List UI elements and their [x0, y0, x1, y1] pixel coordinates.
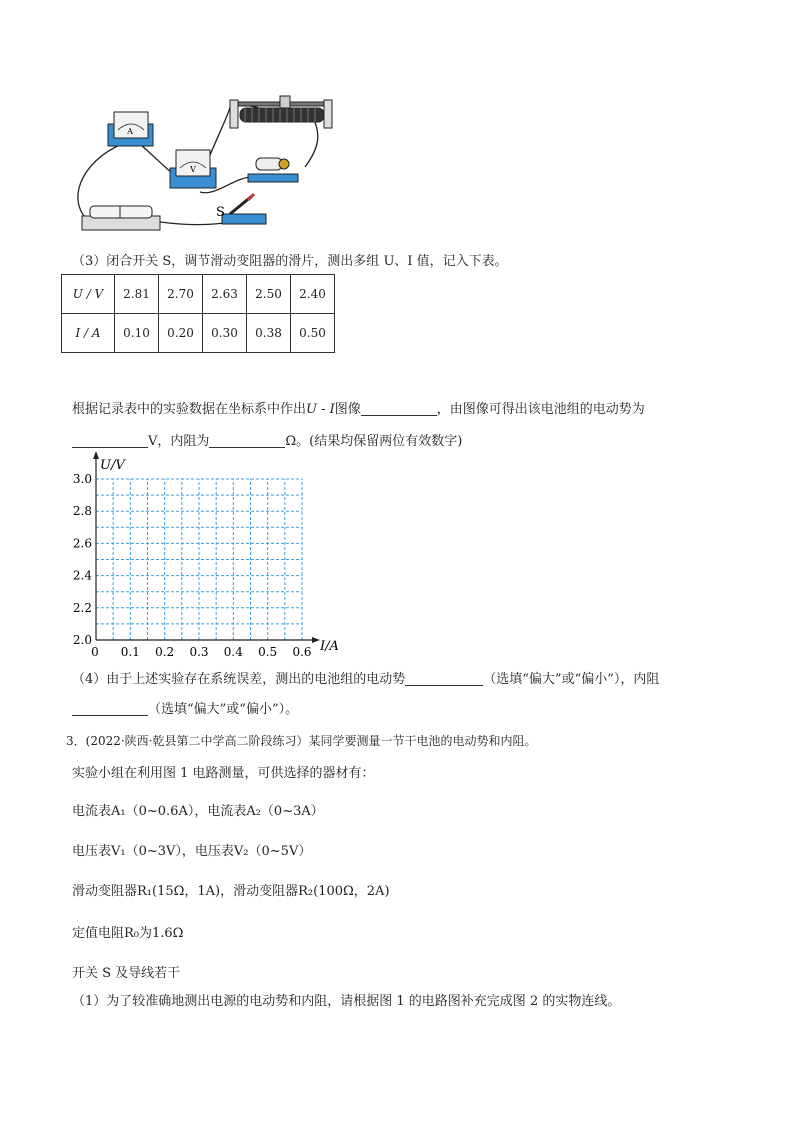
x-tick-label: 0.6 [292, 645, 312, 659]
table-cell: 2.81 [115, 275, 159, 314]
y-tick-label: 2.2 [72, 600, 92, 615]
y-tick-label: 3.0 [72, 472, 92, 486]
table-cell: 2.70 [159, 275, 203, 314]
x-tick-label: 0.1 [120, 645, 140, 659]
table-header-u: U / V [62, 275, 115, 314]
data-table [61, 274, 335, 353]
q5-intro: 实验小组在利用图 1 电路测量，可供选择的器材有： [72, 766, 375, 781]
equipment-switch: 开关 S 及导线若干 [72, 966, 181, 981]
answer-blank-resistance[interactable] [209, 433, 285, 448]
prompt-line-1: 根据记录表中的实验数据在坐标系中作出U - I图像 ，由图像可得出该电池组的电动势为 [72, 402, 645, 417]
y-tick-label: 2.4 [72, 568, 92, 583]
y-axis-label: U/V [100, 458, 125, 473]
table-cell: 0.10 [115, 314, 159, 353]
y-axis-arrow [93, 451, 99, 459]
equipment-voltmeters: 电压表V₁（0~3V），电压表V₂（0~5V） [72, 844, 312, 859]
y-tick-label: 2.0 [72, 633, 92, 647]
q5-part-1: （1）为了较准确地测出电源的电动势和内阻，请根据图 1 的电路图补充完成图 2 的实物连线。 [72, 994, 621, 1009]
table-row [62, 314, 335, 353]
equipment-fixed-resistor: 定值电阻R₀为1.6Ω [72, 926, 184, 941]
u-i-graph[interactable] [64, 448, 354, 662]
switch-label: S [216, 205, 225, 220]
ammeter-label: A [127, 127, 133, 136]
equipment-ammeters: 电流表A₁（0~0.6A），电流表A₂（0~3A） [72, 804, 324, 819]
x-tick-label: 0.4 [223, 645, 243, 659]
table-header-i: I / A [62, 314, 115, 353]
x-axis-label: I/A [320, 639, 339, 654]
table-cell: 2.40 [291, 275, 335, 314]
prompt-line-2: V，内阻为 Ω。(结果均保留两位有效数字) [72, 430, 462, 449]
answer-blank-emf-bias[interactable] [405, 671, 483, 686]
ammeter [108, 112, 153, 146]
x-tick-label: 0.5 [258, 645, 278, 659]
fixed-resistor [248, 158, 298, 182]
y-tick-label: 2.6 [72, 536, 92, 551]
table-cell: 0.50 [291, 314, 335, 353]
q4-line-2: （选填“偏大”或“偏小”）。 [72, 698, 298, 717]
table-cell: 2.50 [247, 275, 291, 314]
x-tick-label: 0 [91, 645, 99, 659]
table-cell: 2.63 [203, 275, 247, 314]
x-tick-label: 0.3 [189, 645, 209, 659]
circuit-illustration [60, 92, 350, 244]
q3-text: （3）闭合开关 S，调节滑动变阻器的滑片，测出多组 U、I 值，记入下表。 [72, 254, 508, 269]
answer-blank-emf[interactable] [72, 433, 148, 448]
x-axis-arrow [312, 637, 320, 643]
y-tick-label: 2.8 [72, 504, 92, 519]
voltmeter [170, 150, 216, 188]
x-tick-label: 0.2 [155, 645, 175, 659]
rheostat [230, 96, 332, 128]
battery-holder [82, 206, 160, 230]
answer-blank-graph[interactable] [361, 401, 437, 416]
voltmeter-label: V [190, 165, 196, 174]
table-cell: 0.20 [159, 314, 203, 353]
switch [216, 194, 266, 224]
equipment-rheostats: 滑动变阻器R₁(15Ω，1A)，滑动变阻器R₂(100Ω，2A) [72, 884, 390, 899]
table-row [62, 275, 335, 314]
table-cell: 0.30 [203, 314, 247, 353]
answer-blank-resistance-bias[interactable] [72, 701, 148, 716]
q5-title: 3．(2022·陕西·乾县第二中学高二阶段练习）某同学要测量一节干电池的电动势和内阻。 [66, 734, 537, 748]
table-cell: 0.38 [247, 314, 291, 353]
q4-line-1: （4）由于上述实验存在系统误差，测出的电池组的电动势 （选填“偏大”或“偏小”），内阻 [72, 672, 660, 687]
